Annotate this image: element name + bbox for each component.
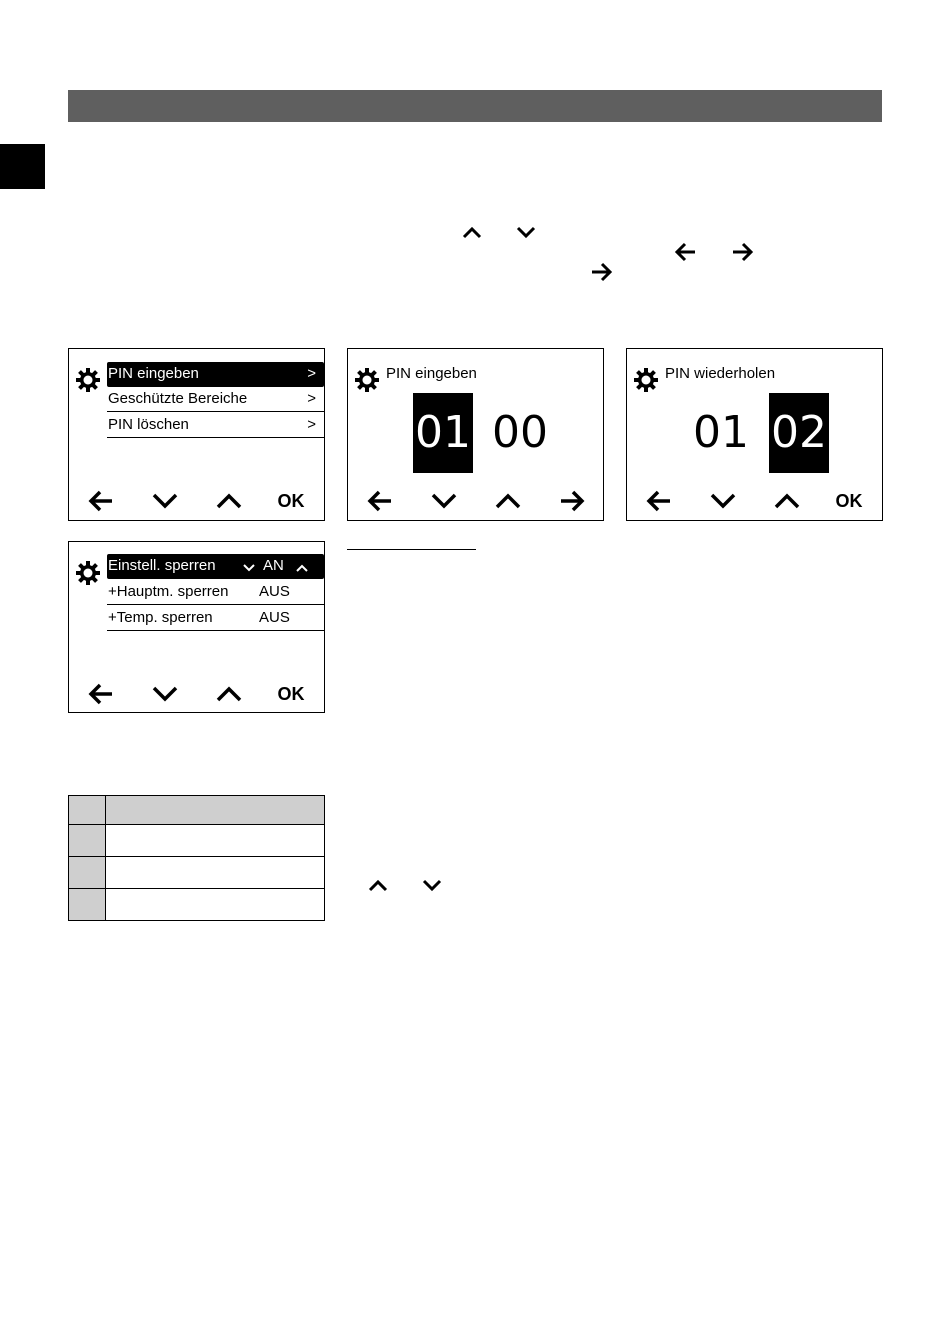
gear-icon <box>354 367 380 393</box>
pin-digit-field-1[interactable]: 01 <box>693 407 749 458</box>
table-header-row <box>69 796 325 825</box>
gear-icon <box>633 367 659 393</box>
menu-item-label: Geschützte Bereiche <box>108 390 248 407</box>
arrow-right-icon[interactable] <box>557 487 587 515</box>
screen-title: PIN wiederholen <box>665 365 776 382</box>
arrow-right-icon <box>589 260 613 284</box>
display-screen-lock-settings <box>68 541 325 713</box>
chevron-up-icon[interactable] <box>214 680 244 708</box>
arrow-left-icon[interactable] <box>644 487 674 515</box>
submenu-chevron: > <box>307 416 316 433</box>
chevron-down-icon <box>514 220 538 244</box>
setting-label: +Temp. sperren <box>108 609 213 626</box>
table-row <box>69 857 325 889</box>
menu-item-geschuetzte-bereiche[interactable] <box>107 387 324 412</box>
menu-item-pin-loeschen[interactable] <box>107 413 324 438</box>
chapter-tab-marker <box>0 144 45 189</box>
submenu-chevron: > <box>307 390 316 407</box>
chevron-down-icon <box>420 873 444 897</box>
ok-button[interactable]: OK <box>277 491 305 511</box>
table-cell <box>106 889 325 921</box>
pin-digit-field-2[interactable]: 00 <box>492 407 548 458</box>
table-cell <box>69 825 106 857</box>
arrow-right-icon <box>730 240 754 264</box>
screen-title: PIN eingeben <box>386 365 477 382</box>
table-cell <box>69 857 106 889</box>
submenu-chevron: > <box>307 365 316 382</box>
chevron-up-icon[interactable] <box>772 487 802 515</box>
table-cell <box>106 825 325 857</box>
arrow-left-icon <box>674 240 698 264</box>
menu-item-label: PIN löschen <box>108 416 189 433</box>
table-header-cell <box>106 796 325 825</box>
chevron-up-icon[interactable] <box>493 487 523 515</box>
ok-button[interactable]: OK <box>277 684 305 704</box>
setting-label: Einstell. sperren <box>108 557 216 574</box>
setting-label: +Hauptm. sperren <box>108 583 229 600</box>
setting-value: AUS <box>259 609 290 626</box>
chevron-down-icon[interactable] <box>429 487 459 515</box>
chevron-down-icon[interactable] <box>150 487 180 515</box>
menu-item-label: PIN eingeben <box>108 365 199 382</box>
table-row <box>69 889 325 921</box>
setting-row-hauptm-sperren[interactable] <box>107 580 324 605</box>
table-header-cell <box>69 796 106 825</box>
legend-table <box>68 795 325 921</box>
table-row <box>69 825 325 857</box>
display-screen-pin-menu <box>68 348 325 521</box>
chevron-up-icon[interactable] <box>295 561 309 575</box>
ok-button[interactable]: OK <box>835 491 863 511</box>
chevron-up-icon <box>366 873 390 897</box>
display-screen-pin-repeat <box>626 348 883 521</box>
pin-digit-field-1[interactable]: 01 <box>413 393 473 473</box>
table-cell <box>106 857 325 889</box>
underline-rule <box>347 549 476 550</box>
chevron-up-icon <box>460 220 484 244</box>
display-screen-pin-enter <box>347 348 604 521</box>
arrow-left-icon[interactable] <box>86 487 116 515</box>
menu-item-pin-eingeben[interactable] <box>107 362 324 387</box>
section-header-bar <box>68 90 882 122</box>
chevron-down-icon[interactable] <box>242 561 256 575</box>
table-cell <box>69 889 106 921</box>
setting-value: AN <box>263 557 284 574</box>
chevron-down-icon[interactable] <box>150 680 180 708</box>
pin-digit-field-2[interactable]: 02 <box>769 393 829 473</box>
setting-value: AUS <box>259 583 290 600</box>
gear-icon <box>75 560 101 586</box>
setting-row-temp-sperren[interactable] <box>107 606 324 631</box>
chevron-up-icon[interactable] <box>214 487 244 515</box>
gear-icon <box>75 367 101 393</box>
chevron-down-icon[interactable] <box>708 487 738 515</box>
setting-row-einstell-sperren[interactable] <box>107 554 324 579</box>
arrow-left-icon[interactable] <box>86 680 116 708</box>
arrow-left-icon[interactable] <box>365 487 395 515</box>
